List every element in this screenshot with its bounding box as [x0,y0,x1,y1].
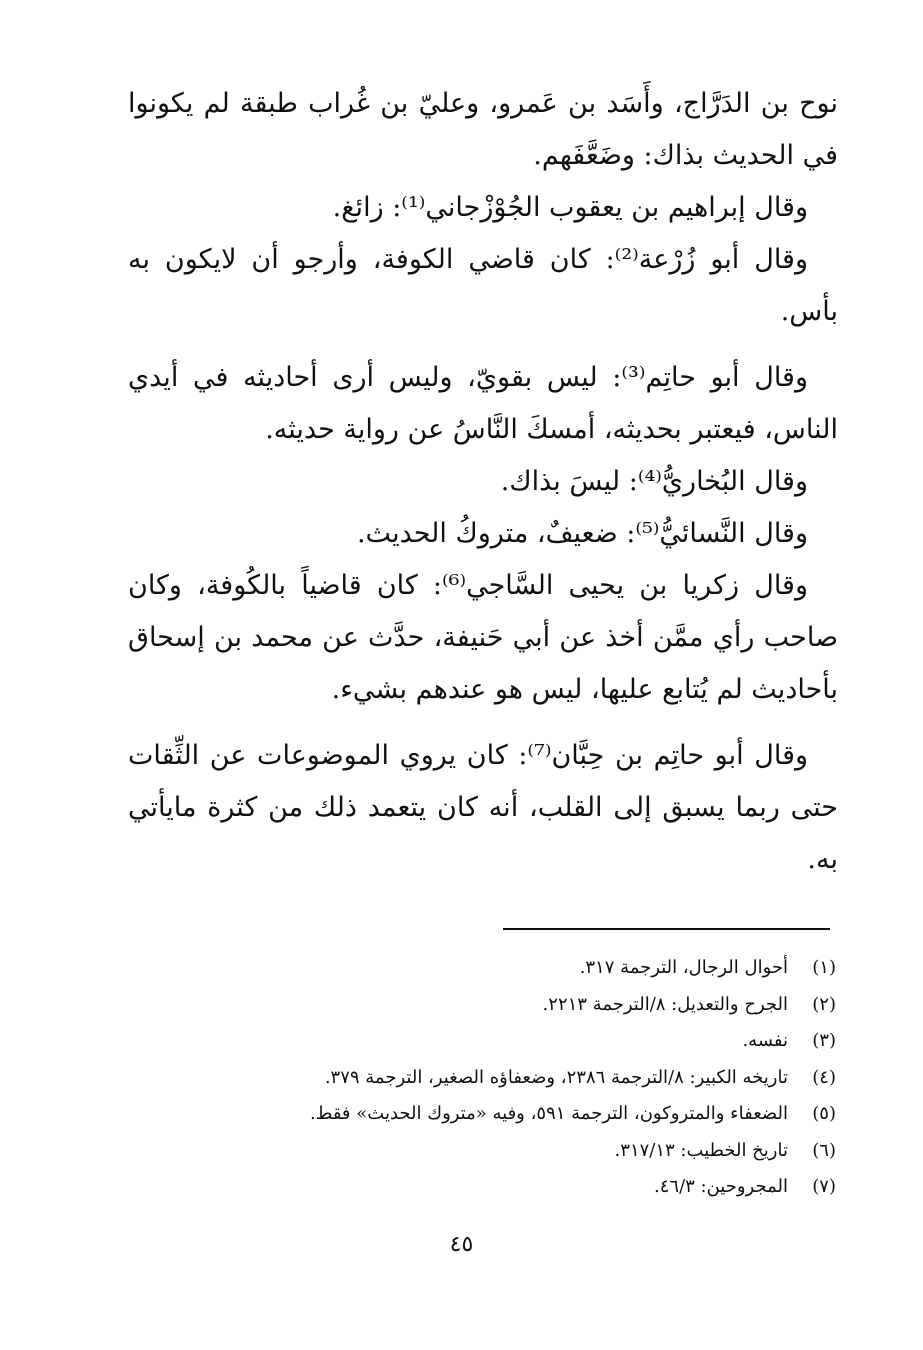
footnotes [120,950,836,1206]
footnote-number: (٦) [812,1139,836,1161]
page-number: ٤٥ [449,1232,474,1257]
footnote-text: نفسه. [742,1030,788,1051]
footnote-item [120,1169,836,1206]
footnote-text: المجروحين: ٤٦/٣. [654,1176,788,1197]
paragraph-2: وقال إبراهيم بن يعقوب الجُوْزْجاني⁽¹⁾: زائغ. [332,192,808,223]
paragraph-6: وقال النَّسائيُّ⁽⁵⁾: ضعيفٌ، متروكُ الحديث. [356,518,808,549]
footnote-text: الجرح والتعديل: ٨/الترجمة ٢٢١٣. [542,993,788,1015]
paragraph-8: وقال أبو حاتِم بن حِبَّان⁽⁷⁾: كان يروي الموضوعات عن الثِّقات حتى ربما يسبق إلى القلب، أنه كان يتعمد ذلك من كثرة مايأتي به. [128,740,838,875]
main-text [128,78,838,886]
footnote-text: أحوال الرجال، الترجمة ٣١٧. [579,957,788,978]
paragraph-5: وقال البُخاريُّ⁽⁴⁾: ليسَ بذاك. [500,466,808,497]
footnote-item [120,1060,836,1097]
footnote-item [120,1096,836,1133]
footnote-number: (٥) [812,1103,836,1124]
footnote-text: الضعفاء والمتروكون، الترجمة ٥٩١، وفيه «متروك الحديث» فقط. [310,1103,788,1124]
footnote-number: (٣) [812,1030,836,1051]
footnote-number: (٧) [812,1176,836,1197]
footnote-number: (٢) [812,993,836,1015]
paragraph-7: وقال زكريا بن يحيى السَّاجي⁽⁶⁾: كان قاضياً بالكُوفة، وكان صاحب رأي ممَّن أخذ عن أبي حَنيفة، حدَّث عن محمد بن إسحاق بأحاديث لم يُتابع عليها، ليس هو عندهم بشيء. [128,570,838,705]
paragraph-4: وقال أبو حاتِم⁽³⁾: ليس بقويّ، وليس أرى أحاديثه في أيدي الناس، فيعتبر بحديثه، أمسكَ النَّاسُ عن رواية حديثه. [128,362,838,445]
paragraph-3: وقال أبو زُرْعة⁽²⁾: كان قاضي الكوفة، وأرجو أن لايكون به بأس. [128,244,838,327]
footnote-item [120,987,836,1024]
footnote-number: (٤) [812,1066,836,1088]
footnote-item [120,950,836,987]
footnote-divider [503,928,830,930]
paragraph-1: نوح بن الدَرَّاج، وأَسَد بن عَمرو، وعليّ بن غُراب طبقة لم يكونوا في الحديث بذاك: وضَعَّفَهم. [128,88,838,171]
footnote-number: (١) [812,957,836,978]
footnote-item [120,1133,836,1170]
footnote-item [120,1023,836,1060]
footnote-text: تاريخ الخطيب: ٣١٧/١٣. [614,1139,788,1161]
footnote-text: تاريخه الكبير: ٨/الترجمة ٢٣٨٦، وضعفاؤه الصغير، الترجمة ٣٧٩. [324,1066,788,1088]
